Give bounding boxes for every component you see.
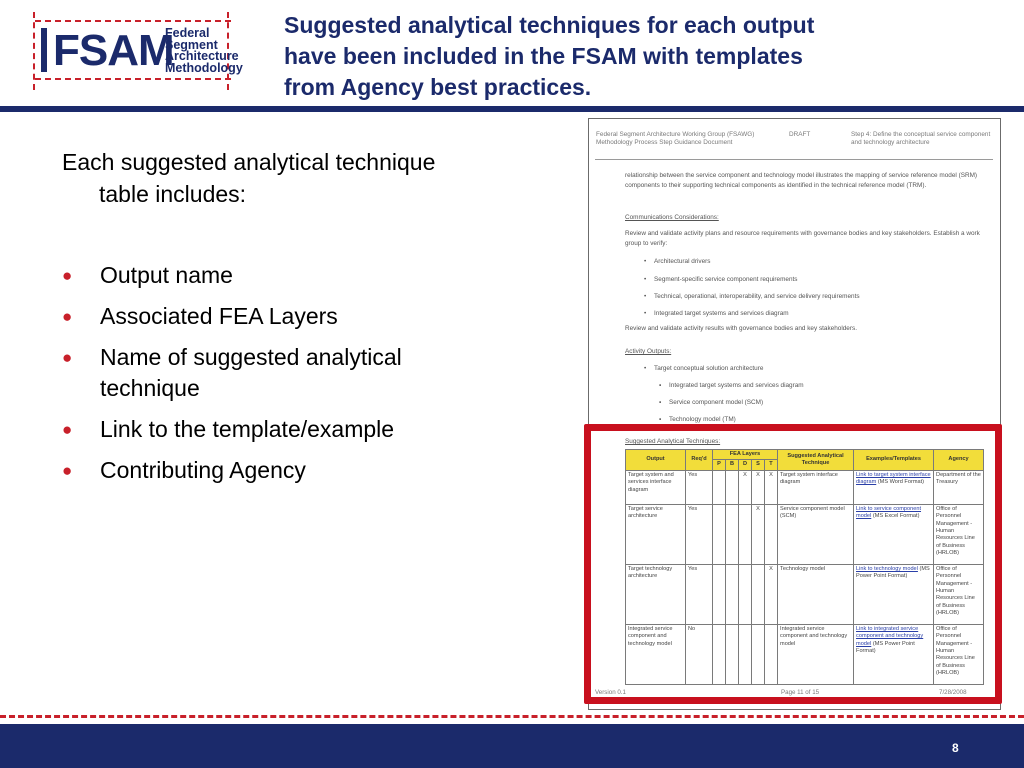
table-header-agency: Agency	[934, 450, 984, 471]
doc-bullet	[644, 275, 798, 284]
bullet-dot-icon: ●	[62, 348, 73, 367]
doc-bullet-text: Technical, operational, interoperability, and service delivery requirements	[654, 293, 860, 300]
bullet-text: Link to the template/example	[100, 416, 395, 442]
bullet-list	[62, 260, 542, 496]
cell-example-note: (MS Power Point Format)	[856, 565, 930, 580]
slide-title-line: have been included in the FSAM with templates	[284, 43, 803, 69]
cell-output: Integrated service component and technology model	[626, 624, 686, 684]
table-header-technique: Suggested Analytical Technique	[778, 450, 854, 471]
cell-output: Target technology architecture	[626, 564, 686, 624]
bullet-dot-icon: ●	[62, 461, 73, 480]
cell-reqd: Yes	[686, 504, 713, 564]
cell-output: Target system and services interface diagram	[626, 470, 686, 504]
cell-output: Target service architecture	[626, 504, 686, 564]
doc-bullet-text: Service component model (SCM)	[669, 399, 764, 406]
table-highlight-box	[584, 424, 1002, 704]
doc-sub-bullet	[659, 415, 736, 424]
table-header-fea-layers: FEA Layers	[713, 450, 778, 460]
bullet-dot-icon: ●	[62, 266, 73, 285]
cell-fea-mark: X	[752, 504, 765, 564]
doc-bullet-dot-icon: •	[644, 310, 647, 317]
table-header-fea-layer: B	[726, 460, 739, 470]
doc-bullet-text: Integrated target systems and services diagram	[654, 310, 789, 317]
table-header-examples: Examples/Templates	[854, 450, 934, 471]
footer-dashed-rule	[0, 715, 1024, 718]
slide-title-line: Suggested analytical techniques for each output	[284, 12, 815, 38]
cell-technique: Target system interface diagram	[778, 470, 854, 504]
doc-heading: Communications Considerations:	[625, 214, 719, 221]
template-link[interactable]: Link to technology model	[856, 565, 918, 572]
doc-header-rule	[595, 159, 993, 160]
doc-sub-bullet	[659, 398, 764, 407]
doc-bullet-text: Target conceptual solution architecture	[654, 365, 764, 372]
logo-dashed-border-left	[33, 12, 35, 90]
doc-bullet-dot-icon: ▪	[659, 382, 662, 389]
bullet-text: Output name	[100, 262, 233, 288]
template-link[interactable]: Link to integrated service component and technology model	[856, 625, 924, 647]
doc-paragraph: Review and validate activity plans and resource requirements with governance bodies and key stakeholders. Establish a work group to verify:	[625, 230, 980, 247]
logo-wordmark: FSAM	[53, 26, 174, 75]
logo-subtitle-line: Segment	[165, 37, 218, 52]
doc-bullet-text: Integrated target systems and services diagram	[669, 382, 804, 389]
cell-technique: Technology model	[778, 564, 854, 624]
slide-title	[284, 10, 1004, 103]
doc-bullet-text: Segment-specific service component requirements	[654, 276, 798, 283]
doc-bullet-dot-icon: •	[644, 258, 647, 265]
bullet-text: Name of suggested analytical	[100, 344, 402, 370]
doc-paragraph: Review and validate activity results with governance bodies and key stakeholders.	[625, 325, 857, 332]
logo-bar	[41, 28, 47, 72]
slide-title-line: from Agency best practices.	[284, 74, 592, 100]
cell-fea-mark: X	[765, 470, 778, 504]
cell-reqd: Yes	[686, 470, 713, 504]
cell-fea-mark: X	[752, 470, 765, 504]
logo-dashed-border-top	[35, 20, 231, 22]
doc-sub-bullet	[659, 381, 804, 390]
bullet-text: technique	[100, 375, 200, 401]
table-header-output: Output	[626, 450, 686, 471]
cell-technique: Service component model (SCM)	[778, 504, 854, 564]
bullet-dot-icon: ●	[62, 307, 73, 326]
bullet-text: Contributing Agency	[100, 457, 306, 483]
cell-agency: Office of Personnel Management - Human Resources Line of Business (HRLOB)	[934, 564, 984, 624]
footer-bar	[0, 724, 1024, 768]
bullet-item	[62, 260, 542, 291]
cell-agency: Department of the Treasury	[934, 470, 984, 504]
logo-subtitle	[165, 28, 243, 74]
cell-fea-mark: X	[739, 470, 752, 504]
intro-line: table includes:	[99, 181, 247, 207]
cell-example-note: (MS Power Point Format)	[856, 640, 915, 655]
cell-reqd: Yes	[686, 564, 713, 624]
table-header-reqd: Req'd	[686, 450, 713, 471]
logo-subtitle-line: Architecture	[165, 49, 239, 63]
doc-header-left: Federal Segment Architecture Working Group (FSAWG) Methodology Process Step Guidance Document	[596, 131, 755, 146]
doc-bullet	[644, 292, 860, 301]
doc-bullet-dot-icon: ▪	[659, 416, 662, 423]
bullet-dot-icon: ●	[62, 420, 73, 439]
bullet-text: Associated FEA Layers	[100, 303, 338, 329]
doc-paragraph: relationship between the service component and technology model illustrates the mapping of service reference model (SRM) components to their supporting technical components as identified in the technical reference model (TRM).	[625, 172, 978, 189]
doc-bullet-text: Technology model (TM)	[669, 416, 736, 423]
bullet-item	[62, 301, 542, 332]
doc-bullet	[644, 364, 764, 373]
table-header-fea-layer: P	[713, 460, 726, 470]
doc-footer-date: 7/28/2008	[939, 689, 967, 696]
doc-heading: Activity Outputs:	[625, 348, 672, 355]
cell-fea-mark: X	[765, 564, 778, 624]
fsam-logo	[27, 12, 243, 90]
doc-header-draft: DRAFT	[789, 131, 811, 138]
title-rule	[0, 106, 1024, 112]
template-link[interactable]: Link to target system interface diagram	[856, 471, 931, 486]
doc-bullet-dot-icon: •	[644, 293, 647, 300]
logo-dashed-border-bottom	[35, 78, 231, 80]
logo-subtitle-line: Federal	[165, 26, 210, 40]
doc-footer-version: Version 0.1	[595, 689, 626, 696]
bullet-item	[62, 342, 542, 404]
template-link[interactable]: Link to service component model	[856, 505, 922, 520]
logo-subtitle-line: Methodology	[165, 60, 243, 75]
doc-bullet	[644, 257, 711, 266]
cell-example-note: (MS Excel Format)	[872, 513, 920, 520]
bullet-item	[62, 414, 542, 445]
doc-bullet-dot-icon: ▪	[659, 399, 662, 406]
cell-technique: Integrated service component and technology model	[778, 624, 854, 684]
cell-example-note: (MS Word Format)	[877, 479, 925, 486]
table-header-fea-layer: D	[739, 460, 752, 470]
table-header-fea-layer: T	[765, 460, 778, 470]
doc-bullet-dot-icon: •	[644, 365, 647, 372]
intro-line: Each suggested analytical technique	[62, 149, 436, 175]
cell-agency: Office of Personnel Management - Human Resources Line of Business (HRLOB)	[934, 504, 984, 564]
page-number: 8	[952, 741, 959, 755]
doc-bullet	[644, 309, 789, 318]
doc-bullet-dot-icon: •	[644, 276, 647, 283]
doc-heading: Suggested Analytical Techniques:	[625, 438, 721, 445]
bullet-item	[62, 455, 542, 486]
cell-reqd: No	[686, 624, 713, 684]
doc-bullet-text: Architectural drivers	[654, 258, 711, 265]
table-header-fea-layer: S	[752, 460, 765, 470]
cell-agency: Office of Personnel Management - Human Resources Line of Business (HRLOB)	[934, 624, 984, 684]
doc-footer-page: Page 11 of 15	[781, 689, 820, 696]
doc-header-right: Step 4: Define the conceptual service component and technology architecture	[851, 131, 991, 146]
intro-text	[62, 146, 542, 210]
